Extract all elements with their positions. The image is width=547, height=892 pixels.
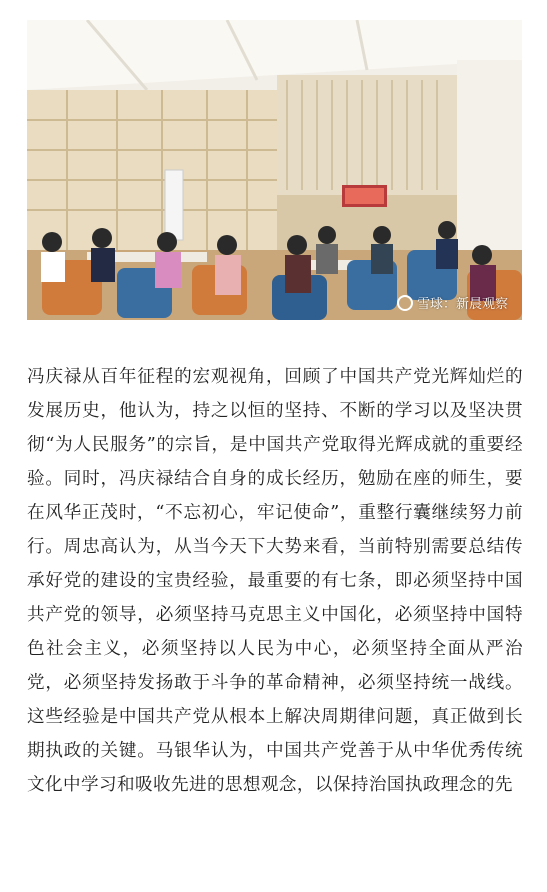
watermark-text: 雪球：新晨观察 xyxy=(416,297,508,312)
snowball-logo-icon xyxy=(397,295,413,311)
article-paragraph: 冯庆禄从百年征程的宏观视角，回顾了中国共产党光辉灿烂的发展历史，他认为，持之以恒的坚持、不断的学习以及坚决贯彻“为人民服务”的宗旨，是中国共产党取得光辉成就的重要经验。同时，冯庆禄结合自身的成长经历，勉励在座的师生，要在风华正茂时，“不忘初心，牢记使命”，重整行囊继续努力前行。周忠高认为，从当今天下大势来看，当前特别需要总结传承好党的建设的宝贵经验，最重要的有七条，即必须坚持中国共产党的领导，必须坚持马克思主义中国化，必须坚持中国特色社会主义，必须坚持以人民为中心，必须坚持全面从严治党，必须坚持发扬敢于斗争的革命精神，必须坚持统一战线。这些经验是中国共产党从根本上解决周期律问题，真正做到长期执政的关键。马银华认为，中国共产党善于从中华优秀传统文化中学习和吸收先进的思想观念，以保持治国执政理念的先 xyxy=(27,367,523,795)
meeting-photo-illustration xyxy=(27,20,522,320)
article-body xyxy=(27,360,523,802)
meeting-photo xyxy=(27,20,522,320)
watermark xyxy=(397,293,508,312)
